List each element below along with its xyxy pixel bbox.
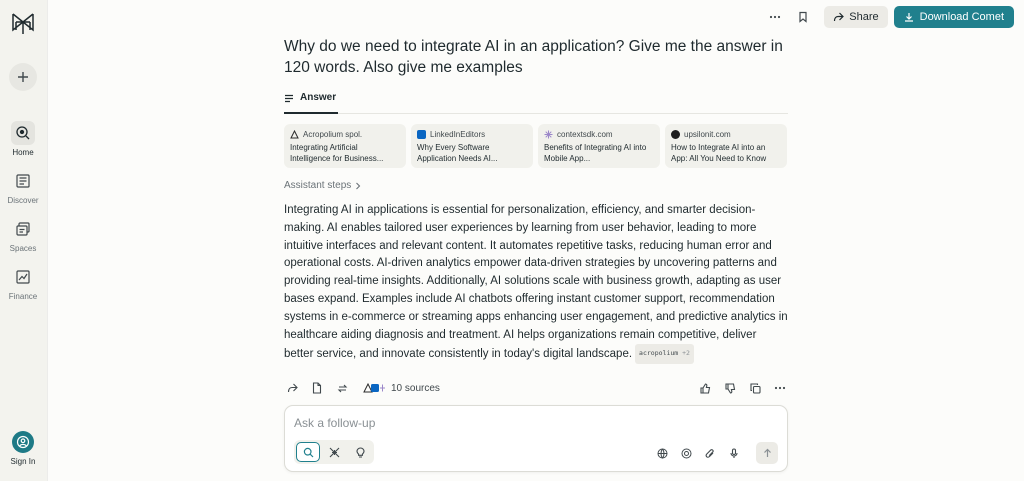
thumbs-up-button[interactable] [697,380,713,396]
share-button[interactable] [824,6,887,28]
follow-up-box [284,405,788,472]
thread-main [284,36,788,364]
source-card[interactable] [411,124,533,168]
linkedin-favicon-icon [417,130,426,139]
tab-answer-label: Answer [300,92,337,103]
submit-button[interactable] [756,442,778,464]
source-site: Acropolium spol. [303,129,363,139]
contextsdk-favicon-icon [544,130,553,139]
sidebar-item-finance[interactable] [0,265,46,301]
bookmark-icon [798,11,808,23]
ellipsis-icon [769,15,781,19]
research-icon [329,447,340,458]
answer-body [284,202,788,364]
sidebar-item-label: Finance [8,292,38,301]
thread-tabs [284,92,788,114]
sidebar [0,0,48,481]
chart-icon [11,265,35,289]
answer-text: Integrating AI in applications is essential for personalization, efficiency, and smarter decision-making. AI enables tailored user experiences by learning from user behavior, leading to more intuitive interfaces and relevant content. It automates repetitive tasks, reducing human error and operational costs. AI-driven analytics empower data-driven strategies by uncovering patterns and providing real-time insights. Additionally, AI solutions scale with business growth, adapting as user bases expand. Examples include AI chatbots offering instant customer support, recommendation systems in e-commerce or streaming apps enhancing user engagement, and predictive analytics in healthcare aiding diagnosis and treatment. AI helps organizations remain competitive, deliver better service, and innovate consistently in today's digital landscape. [284,204,788,361]
citation-label: acropolium [639,349,679,358]
sources-button[interactable] [363,383,440,394]
share-label: Share [849,11,879,23]
web-icon [681,448,692,459]
sidebar-item-label: Home [12,148,34,157]
chevron-right-icon [355,182,361,190]
ellipsis-icon [774,386,786,390]
source-title: How to Integrate AI into an App: All You Need to Know [671,143,767,163]
acropolium-favicon-icon [290,130,299,139]
user-icon [12,431,34,453]
question-title: Why do we need to integrate AI in an application? Give me the answer in 120 words. Also give me examples [284,38,783,76]
more-actions-button[interactable] [772,380,788,396]
sources-toggle-button[interactable] [678,445,694,461]
answer-actions [284,380,788,396]
research-mode-button[interactable] [322,442,346,462]
follow-up-input[interactable] [294,415,694,431]
citation-badge[interactable] [635,344,694,364]
sidebar-item-home[interactable] [0,121,46,157]
source-site: contextsdk.com [557,129,613,139]
spaces-icon [11,217,35,241]
globe-icon [657,448,668,459]
microphone-icon [730,448,738,459]
dictation-button[interactable] [726,445,742,461]
source-title: Why Every Software Application Needs AI... [417,143,498,163]
source-title: Benefits of Integrating AI into Mobile App... [544,143,647,163]
upsilonit-favicon-icon [671,130,680,139]
download-label: Download Comet [919,11,1004,23]
download-icon [904,12,914,22]
new-thread-button[interactable] [9,63,37,91]
language-button[interactable] [654,445,670,461]
sidebar-item-spaces[interactable] [0,217,46,253]
paperclip-icon [705,448,715,459]
sidebar-item-label: Spaces [9,244,37,253]
share-icon [833,12,844,22]
lightbulb-icon [356,447,365,458]
refresh-icon [337,383,348,394]
search-icon [303,447,314,458]
export-button[interactable] [309,380,325,396]
sign-in-label: Sign In [10,457,36,466]
list-icon [284,94,294,103]
source-card[interactable] [538,124,660,168]
source-cards [284,124,788,168]
plus-icon [16,70,30,84]
tab-answer[interactable] [284,92,338,114]
sidebar-item-label: Discover [7,196,39,205]
source-site: LinkedInEditors [430,129,486,139]
thumbs-up-icon [700,383,711,394]
copy-button[interactable] [747,380,763,396]
sources-count: 10 sources [391,382,440,394]
document-icon [312,382,322,394]
bookmark-button[interactable] [792,6,814,28]
assistant-steps-toggle[interactable] [284,180,788,191]
share-answer-button[interactable] [284,380,300,396]
newspaper-icon [11,169,35,193]
copy-icon [750,383,761,394]
source-card[interactable] [665,124,787,168]
thumbs-down-button[interactable] [722,380,738,396]
header-actions [764,6,1014,28]
arrow-up-icon [763,448,772,458]
search-mode-button[interactable] [296,442,320,462]
citation-extra: +2 [682,349,690,358]
perplexity-logo-icon[interactable] [10,11,36,37]
search-circle-icon [11,121,35,145]
source-card[interactable] [284,124,406,168]
more-options-button[interactable] [764,6,786,28]
download-comet-button[interactable] [894,6,1014,28]
attach-button[interactable] [702,445,718,461]
search-mode-toggle [294,440,374,464]
sidebar-item-discover[interactable] [0,169,46,205]
sign-in-button[interactable] [0,431,46,466]
assistant-steps-label: Assistant steps [284,180,352,191]
labs-mode-button[interactable] [348,442,372,462]
share-icon [287,383,298,393]
source-favicons-icon [363,383,385,393]
rewrite-button[interactable] [334,380,350,396]
thumbs-down-icon [725,383,736,394]
source-site: upsilonit.com [684,129,731,139]
source-title: Integrating Artificial Intelligence for Business... [290,143,384,163]
